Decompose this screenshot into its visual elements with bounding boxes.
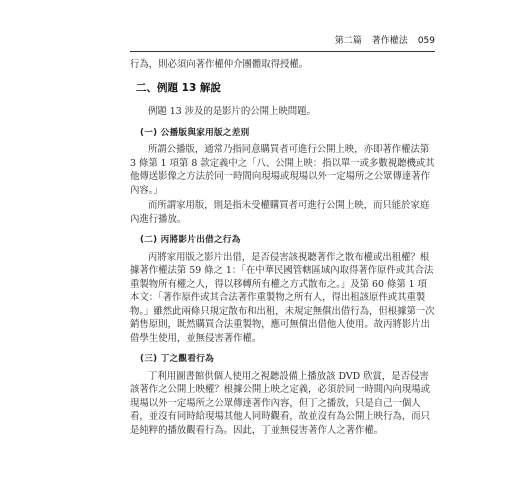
intro-paragraph: 例題 13 涉及的是影片的公開上映問題。 [148,106,316,117]
section-heading: 二、例題 13 解說 [136,81,221,94]
paragraph-1-1: 所謂公播版，通常乃指同意購買者可進行公開上映，亦即著作權法第 3 條第 1 項第 8 款定義中之「八、公開上映：指以單一或多數視聽機或其他傳送影像之方法於同一時間向現場或現場以外一定場所之公眾傳達著作內容。」 [130,144,435,196]
subheading-1: (一) 公播版與家用版之差別 [140,127,250,138]
header-title: 著作權法 [371,36,408,46]
continued-paragraph: 行為，則必須向著作權仲介團體取得授權。 [130,59,309,70]
subheading-3: (三) 丁之觀看行為 [140,354,215,364]
paragraph-3-1: 丁利用圖書館供個人使用之視聽設備上播放該 DVD 欣賞，是否侵害該著作之公開上映權？根據公開上映之定義，必須於同一時間內向現場或現場以外一定場所之公眾傳達著作內容，但丁之播放，只是自己一個人看，並沒有同時給現場其他人同時觀看，故並沒有為公開上映行為，而只是純粹的播放觀看行為。因此，丁並無侵害著作人之著作權。 [130,370,431,436]
header-text [335,33,435,46]
paragraph-2-1: 丙將家用版之影片出借，是否侵害該視聽著作之散布權或出租權？根據著作權法第 59 條之 1：「在中華民國管轄區域內取得著作原件或其合法重製物所有權之人，得以移轉所有權之方式散布之。」及第 60 條第 1 項本文：「著作原件或其合法著作重製物之所有人，得出租該原件或其重製物。」雖然此兩條只規定散布和出租，未規定無償出借行為，但根據第一次銷售原則，既然購買合法重製物，應可無償出借他人使用。故丙將影片出借學生使用，並無侵害著作權。 [130,251,435,344]
page-body [130,56,435,439]
header-chapter: 第二篇 [334,36,362,46]
running-header [130,33,435,52]
page-number: 059 [417,36,435,46]
subheading-2: (二) 丙將影片出借之行為 [140,235,241,245]
paragraph-1-2: 而所謂家用版，則是指未受權購買者可進行公開上映，而只能於家庭內進行播放。 [130,200,430,225]
